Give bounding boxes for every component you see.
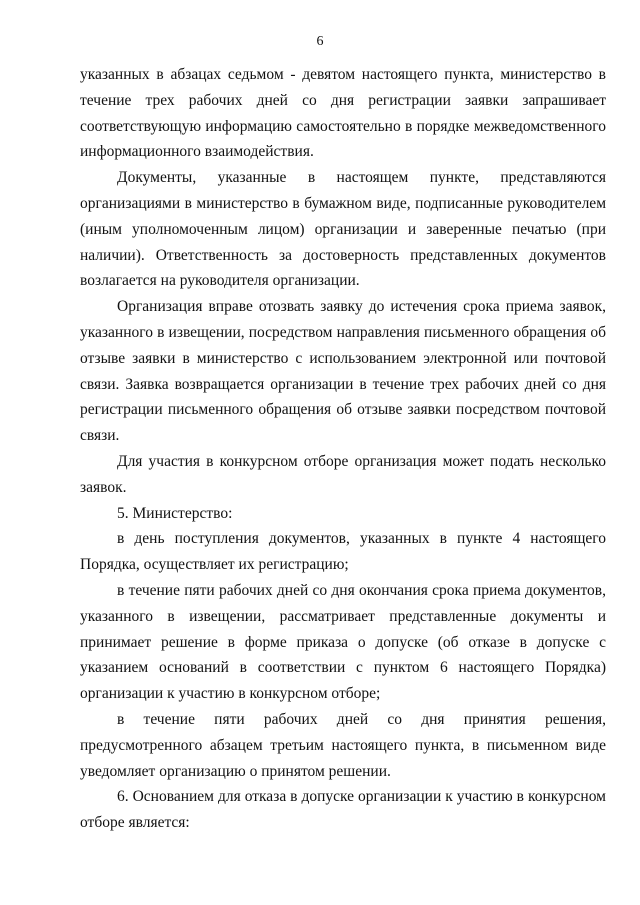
- paragraph-withdrawal: Организация вправе отозвать заявку до истечения срока приема заявок, указанного в извещении, посредством направления письменного обращения об отзыве заявки в министерство с использованием электронной или почтовой связи. Заявка возвращается организации в течение трех рабочих дней со дня регистрации письменного обращения об отзыве заявки посредством почтовой связи.: [80, 298, 606, 445]
- paragraph-multiple-applications: Для участия в конкурсном отборе организация может подать несколько заявок.: [80, 452, 606, 496]
- section-6-heading: 6. Основанием для отказа в допуске организации к участию в конкурсном отборе является:: [80, 788, 606, 832]
- paragraph-documents: Документы, указанные в настоящем пункте, представляются организациями в министерство в бумажном виде, подписанные руководителем (иным уполномоченным лицом) организации и заверенные печатью (при наличии). Ответственность за достоверность представленных документов возлагается на руководителя организации.: [80, 169, 606, 290]
- section-5-item-review: в течение пяти рабочих дней со дня окончания срока приема документов, указанного в извещении, рассматривает представленные документы и принимает решение в форме приказа о допуске (об отказе в допуске с указанием оснований в соответствии с пунктом 6 настоящего Порядка) организации к участию в конкурсном отборе;: [80, 581, 606, 703]
- page-number: 6: [316, 34, 324, 49]
- section-5-item-registration: в день поступления документов, указанных в пункте 4 настоящего Порядка, осуществляет их регистрацию;: [80, 530, 606, 574]
- paragraph-continuation: указанных в абзацах седьмом - девятом настоящего пункта, министерство в течение трех рабочих дней со дня регистрации заявки запрашивает соответствующую информацию самостоятельно в порядке межведомственного информационного взаимодействия.: [80, 66, 606, 161]
- section-5-heading: 5. Министерство:: [117, 504, 233, 522]
- section-5-item-notification: в течение пяти рабочих дней со дня принятия решения, предусмотренного абзацем третьим настоящего пункта, в письменном виде уведомляет организацию о принятом решении.: [80, 710, 606, 780]
- document-body: [80, 62, 606, 836]
